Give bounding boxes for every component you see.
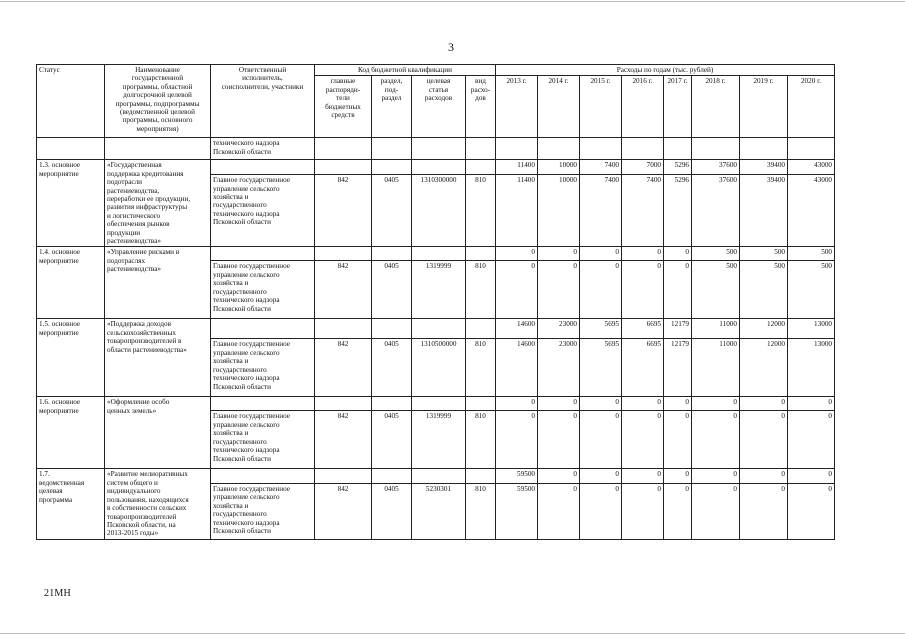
detail-value-cell: 500 — [740, 261, 788, 319]
code-csr-cell: 1310500000 — [412, 339, 466, 397]
code-csr-cell: 5230301 — [412, 483, 466, 539]
row-responsible: Главное государственное управление сельского хозяйства и государственного технического надзора Псковской области — [211, 175, 315, 247]
total-value-cell: 12179 — [664, 319, 692, 339]
detail-value-cell: 0 — [692, 411, 740, 469]
detail-value-cell: 12179 — [664, 339, 692, 397]
code-grbs-cell: 842 — [315, 175, 372, 247]
header-grbs: главные распоряди- тели бюджетных средств — [315, 76, 372, 138]
detail-value-cell: 0 — [664, 261, 692, 319]
code-vr-cell: 810 — [466, 175, 496, 247]
total-value-cell: 23000 — [538, 319, 580, 339]
header-status: Статус — [37, 65, 105, 138]
row-responsible: Главное государственное управление сельского хозяйства и государственного технического надзора Псковской области — [211, 411, 315, 469]
total-value-cell: 0 — [664, 397, 692, 411]
detail-value-cell: 0 — [496, 261, 538, 319]
total-value-cell: 0 — [580, 397, 622, 411]
row-status: 1.7. ведомственная целевая программа — [37, 469, 105, 539]
detail-value-cell: 7400 — [622, 175, 664, 247]
total-value-cell: 0 — [664, 247, 692, 261]
detail-value-cell: 500 — [788, 261, 835, 319]
detail-value-cell: 5296 — [664, 175, 692, 247]
detail-value-cell: 0 — [740, 411, 788, 469]
code-csr-cell: 1310300000 — [412, 175, 466, 247]
row-status: 1.5. основное мероприятие — [37, 319, 105, 397]
total-value-cell: 500 — [740, 247, 788, 261]
row-program-name: «Оформление особо ценных земель» — [105, 397, 211, 469]
total-value-cell: 5296 — [664, 160, 692, 175]
total-value-cell: 13000 — [788, 319, 835, 339]
code-rzpr-cell: 0405 — [372, 339, 412, 397]
total-value-cell: 0 — [496, 247, 538, 261]
detail-value-cell: 13000 — [788, 339, 835, 397]
footer-code: 21МН — [44, 588, 71, 599]
code-grbs-cell: 842 — [315, 261, 372, 319]
scan-edge-bottom — [0, 633, 905, 634]
header-vr: вид расхо- дов — [466, 76, 496, 138]
detail-value-cell: 0 — [692, 483, 740, 539]
code-csr-cell: 1319999 — [412, 411, 466, 469]
code-grbs-cell: 842 — [315, 483, 372, 539]
detail-value-cell: 11000 — [692, 339, 740, 397]
total-value-cell: 11000 — [692, 319, 740, 339]
total-value-cell: 7400 — [580, 160, 622, 175]
detail-value-cell: 39400 — [740, 175, 788, 247]
total-value-cell: 37600 — [692, 160, 740, 175]
code-rzpr-cell: 0405 — [372, 261, 412, 319]
detail-value-cell: 12000 — [740, 339, 788, 397]
row-status: 1.3. основное мероприятие — [37, 160, 105, 247]
row-status: 1.6. основное мероприятие — [37, 397, 105, 469]
header-year: 2016 г. — [622, 76, 664, 138]
row-program-name: «Поддержка доходов сельскохозяйственных товаропроизводителей в области растениеводства» — [105, 319, 211, 397]
code-rzpr-cell: 0405 — [372, 175, 412, 247]
detail-value-cell: 0 — [664, 483, 692, 539]
total-value-cell: 0 — [538, 247, 580, 261]
total-value-cell: 10000 — [538, 160, 580, 175]
code-csr-cell: 1319999 — [412, 261, 466, 319]
detail-value-cell: 14600 — [496, 339, 538, 397]
row-program-name: «Развитие мелиоративных систем общего и индивидуального пользования, находящихся в собственности сельских товаропроизводителей Псковской области, на 2013-2015 годы» — [105, 469, 211, 539]
row-responsible: Главное государственное управление сельского хозяйства и государственного технического надзора Псковской области — [211, 261, 315, 319]
total-value-cell: 0 — [580, 469, 622, 483]
budget-table — [36, 64, 835, 540]
program-total-row — [37, 160, 835, 175]
detail-value-cell: 37600 — [692, 175, 740, 247]
total-value-cell: 0 — [538, 469, 580, 483]
detail-value-cell: 6695 — [622, 339, 664, 397]
header-year: 2020 г. — [788, 76, 835, 138]
detail-value-cell: 0 — [538, 483, 580, 539]
total-value-cell: 0 — [496, 397, 538, 411]
total-value-cell: 0 — [538, 397, 580, 411]
detail-value-cell: 0 — [788, 411, 835, 469]
total-value-cell: 500 — [692, 247, 740, 261]
header-rzpr: раздел, под- раздел — [372, 76, 412, 138]
detail-value-cell: 0 — [580, 261, 622, 319]
code-vr-cell: 810 — [466, 261, 496, 319]
total-value-cell: 0 — [788, 397, 835, 411]
detail-value-cell: 0 — [538, 261, 580, 319]
row-responsible: Главное государственное управление сельского хозяйства и государственного технического надзора Псковской области — [211, 483, 315, 539]
code-vr-cell: 810 — [466, 411, 496, 469]
code-rzpr-cell: 0405 — [372, 411, 412, 469]
row-program-name: «Государственная поддержка кредитования подотрасли растениеводства, переработки ее продукции, развития инфраструктуры и логистического обеспечения рынков продукции растениеводства» — [105, 160, 211, 247]
detail-value-cell: 0 — [622, 261, 664, 319]
header-year: 2013 г. — [496, 76, 538, 138]
header-budget-code: Код бюджетной квалификации — [315, 65, 496, 76]
row-status: 1.4. основное мероприятие — [37, 247, 105, 319]
program-total-row — [37, 397, 835, 411]
header-year: 2014 г. — [538, 76, 580, 138]
total-value-cell: 0 — [740, 469, 788, 483]
header-responsible: Ответственный исполнитель, соисполнители, участники — [211, 65, 315, 138]
detail-value-cell: 0 — [622, 411, 664, 469]
total-value-cell: 43000 — [788, 160, 835, 175]
code-rzpr-cell: 0405 — [372, 483, 412, 539]
detail-value-cell: 0 — [580, 483, 622, 539]
detail-value-cell: 43000 — [788, 175, 835, 247]
detail-value-cell: 0 — [622, 483, 664, 539]
header-year: 2019 г. — [740, 76, 788, 138]
total-value-cell: 39400 — [740, 160, 788, 175]
total-value-cell: 0 — [622, 469, 664, 483]
detail-value-cell: 23000 — [538, 339, 580, 397]
detail-value-cell: 0 — [664, 411, 692, 469]
header-name: Наименование государственной программы, областной долгосрочной целевой программы, подпрограммы (ведомственной целевой программы, основного мероприятия) — [105, 65, 211, 138]
header-year: 2018 г. — [692, 76, 740, 138]
total-value-cell: 6695 — [622, 319, 664, 339]
detail-value-cell: 5695 — [580, 339, 622, 397]
code-grbs-cell: 842 — [315, 339, 372, 397]
total-value-cell: 7000 — [622, 160, 664, 175]
page-number: 3 — [448, 40, 454, 54]
detail-value-cell: 500 — [692, 261, 740, 319]
detail-value-cell: 11400 — [496, 175, 538, 247]
detail-value-cell: 10000 — [538, 175, 580, 247]
detail-value-cell: 59500 — [496, 483, 538, 539]
detail-value-cell: 0 — [788, 483, 835, 539]
header-year: 2015 г. — [580, 76, 622, 138]
total-value-cell: 0 — [580, 247, 622, 261]
total-value-cell: 5695 — [580, 319, 622, 339]
header-expenses: Расходы по годам (тыс. рублей) — [496, 65, 835, 76]
total-value-cell: 0 — [622, 247, 664, 261]
total-value-cell: 0 — [664, 469, 692, 483]
total-value-cell: 0 — [692, 469, 740, 483]
detail-value-cell: 0 — [538, 411, 580, 469]
continuation-row — [37, 138, 835, 160]
program-total-row — [37, 247, 835, 261]
total-value-cell: 500 — [788, 247, 835, 261]
code-grbs-cell: 842 — [315, 411, 372, 469]
total-value-cell: 59500 — [496, 469, 538, 483]
total-value-cell: 0 — [622, 397, 664, 411]
total-value-cell: 12000 — [740, 319, 788, 339]
detail-value-cell: 0 — [580, 411, 622, 469]
detail-value-cell: 0 — [740, 483, 788, 539]
total-value-cell: 0 — [692, 397, 740, 411]
row-responsible: Главное государственное управление сельского хозяйства и государственного технического надзора Псковской области — [211, 339, 315, 397]
program-total-row — [37, 469, 835, 483]
total-value-cell: 0 — [788, 469, 835, 483]
code-vr-cell: 810 — [466, 339, 496, 397]
scan-edge-top — [0, 1, 905, 2]
header-year: 2017 г. — [664, 76, 692, 138]
row-program-name: «Управление рисками в подотраслях растениеводства» — [105, 247, 211, 319]
total-value-cell: 0 — [740, 397, 788, 411]
total-value-cell: 11400 — [496, 160, 538, 175]
detail-value-cell: 0 — [496, 411, 538, 469]
total-value-cell: 14600 — [496, 319, 538, 339]
header-csr: целевая статья расходов — [412, 76, 466, 138]
program-total-row — [37, 319, 835, 339]
code-vr-cell: 810 — [466, 483, 496, 539]
detail-value-cell: 7400 — [580, 175, 622, 247]
continuation-responsible: технического надзора Псковской области — [211, 138, 315, 160]
